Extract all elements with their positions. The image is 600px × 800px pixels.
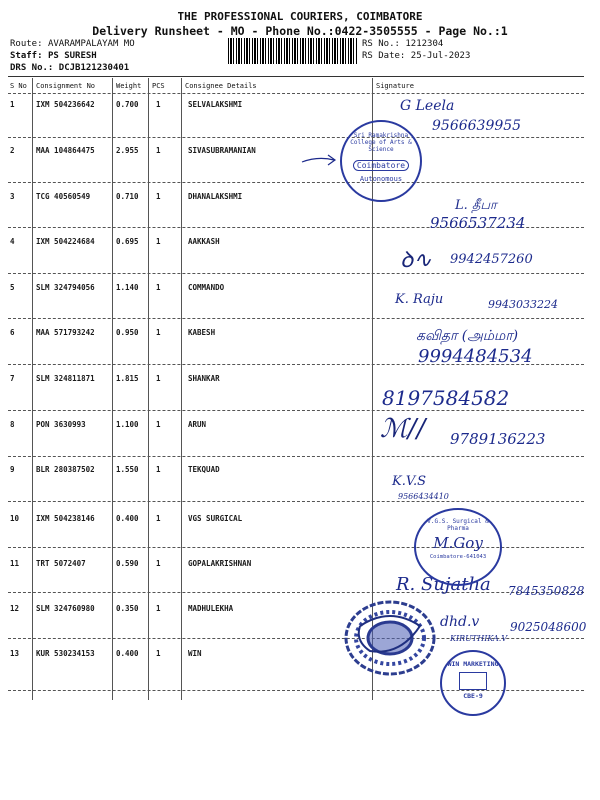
row-4-consignment: IXM 504224684: [36, 237, 95, 246]
row-8-sno: 8: [10, 420, 15, 429]
signature-11-phone: 7845350828: [508, 584, 585, 598]
row-12-consignment: SLM 324760980: [36, 604, 95, 613]
row-5-sno: 5: [10, 283, 15, 292]
row-10-weight: 0.400: [116, 514, 139, 523]
col-header-sno: S No: [10, 82, 27, 90]
row-4-pcs: 1: [156, 237, 161, 246]
row-divider: [8, 592, 584, 593]
signature-8-scribble: ℳ∕∕: [380, 414, 426, 444]
win-stamp-bottom: CBE-9: [463, 692, 483, 700]
row-3-weight: 0.710: [116, 192, 139, 201]
row-11-consignment: TRT 5072407: [36, 559, 86, 568]
signature-11-name: R. Sujatha: [396, 574, 491, 595]
row-8-weight: 1.100: [116, 420, 139, 429]
row-9-sno: 9: [10, 465, 15, 474]
row-13-consignment: KUR 530234153: [36, 649, 95, 658]
row-10-sno: 10: [10, 514, 20, 523]
row-5-consignee: COMMANDO: [188, 283, 225, 292]
row-2-sno: 2: [10, 146, 15, 155]
signature-6-name: கவிதா (அம்மா): [416, 328, 519, 344]
signature-5-phone: 9943033224: [488, 298, 558, 311]
signature-8-phone: 9789136223: [450, 430, 546, 448]
row-10-pcs: 1: [156, 514, 161, 523]
drs-value: DCJB121230401: [58, 63, 130, 73]
ink-blot-stamp-icon: [340, 596, 440, 680]
row-11-weight: 0.590: [116, 559, 139, 568]
company-title: THE PROFESSIONAL COURIERS, COIMBATORE: [177, 10, 423, 23]
row-12-pcs: 1: [156, 604, 161, 613]
vgs-stamp-bottom: Coimbatore-641043: [429, 554, 487, 560]
signature-1-phone: 9566639955: [432, 118, 522, 134]
row-4-sno: 4: [10, 237, 15, 246]
vgs-stamp: [414, 508, 502, 586]
win-stamp-top: WIN MARKETING: [447, 660, 499, 668]
drs-line: [10, 62, 129, 74]
row-divider: [8, 137, 584, 138]
row-divider: [8, 318, 584, 319]
row-5-pcs: 1: [156, 283, 161, 292]
row-3-pcs: 1: [156, 192, 161, 201]
rs-no-label: RS No.:: [362, 39, 400, 49]
signature-12-phone: 9025048600: [510, 620, 587, 634]
arrow-icon: [300, 150, 340, 170]
row-6-sno: 6: [10, 328, 15, 337]
row-divider: [8, 410, 584, 411]
row-divider: [8, 456, 584, 457]
row-3-consignment: TCG 40560549: [36, 192, 91, 201]
row-9-consignment: BLR 280387502: [36, 465, 95, 474]
row-8-consignee: ARUN: [188, 420, 207, 429]
route-line: [10, 38, 135, 50]
col-header-weight: Weight: [116, 82, 142, 90]
signature-5-name: K. Raju: [395, 292, 444, 307]
row-4-consignee: AAKKASH: [188, 237, 220, 246]
row-5-consignment: SLM 324794056: [36, 283, 95, 292]
row-divider: [8, 182, 584, 183]
col-header-consignment: Consignment No: [36, 82, 96, 90]
drs-label: DRS No.:: [10, 63, 54, 73]
vgs-stamp-top: V.G.S. Surgical & Pharma: [427, 518, 489, 532]
signature-12-name-print: KIRUTHIKA.V: [450, 634, 508, 643]
row-10-consignment: IXM 504238146: [36, 514, 95, 523]
row-6-pcs: 1: [156, 328, 161, 337]
row-3-consignee: DHANALAKSHMI: [188, 192, 243, 201]
rs-date-line: [362, 50, 470, 62]
row-12-sno: 12: [10, 604, 20, 613]
signature-4-scribble: ꝺ∿: [400, 248, 432, 273]
route-value: AVARAMPALAYAM MO: [47, 39, 135, 49]
staff-value: PS SURESH: [47, 51, 97, 61]
row-4-weight: 0.695: [116, 237, 139, 246]
college-stamp-top: Sri Ramakrishna College of Arts & Science: [350, 132, 412, 153]
signature-9-name: K.V.S: [392, 474, 426, 489]
row-2-weight: 2.955: [116, 146, 139, 155]
rs-no-line: [362, 38, 443, 50]
win-stamp-logo-icon: [459, 672, 487, 690]
col-divider: [112, 78, 113, 700]
row-2-consignee: SIVASUBRAMANIAN: [188, 146, 256, 155]
win-marketing-stamp: [440, 650, 506, 716]
row-7-sno: 7: [10, 374, 15, 383]
row-11-sno: 11: [10, 559, 20, 568]
rs-date-value: 25-Jul-2023: [410, 51, 471, 61]
signature-3-phone: 9566537234: [430, 214, 526, 232]
row-divider: [8, 273, 584, 274]
runsheet-subtitle: Delivery Runsheet - MO - Phone No.:0422-3505555 - Page No.:1: [92, 24, 508, 38]
college-stamp-mid: Coimbatore: [353, 160, 409, 171]
row-13-sno: 13: [10, 649, 20, 658]
row-8-consignment: PON 3630993: [36, 420, 86, 429]
signature-4-phone: 9942457260: [450, 252, 533, 267]
row-divider: [8, 501, 584, 502]
header-bottom-rule: [8, 93, 584, 94]
route-label: Route:: [10, 39, 43, 49]
vgs-signature-icon: M.Goy: [433, 534, 483, 552]
col-header-consignee: Consignee Details: [185, 82, 257, 90]
barcode: [228, 38, 358, 64]
rs-date-label: RS Date:: [362, 51, 406, 61]
row-2-pcs: 1: [156, 146, 161, 155]
row-5-weight: 1.140: [116, 283, 139, 292]
signature-7-phone: 8197584582: [382, 386, 510, 410]
row-7-weight: 1.815: [116, 374, 139, 383]
college-stamp: [340, 120, 422, 202]
row-3-sno: 3: [10, 192, 15, 201]
table-top-rule: [8, 76, 584, 77]
row-12-consignee: MADHULEKHA: [188, 604, 234, 613]
row-7-pcs: 1: [156, 374, 161, 383]
row-1-consignee: SELVALAKSHMI: [188, 100, 243, 109]
college-stamp-bottom: Autonomous: [359, 175, 403, 183]
col-divider: [181, 78, 182, 700]
col-divider: [32, 78, 33, 700]
row-11-consignee: GOPALAKRISHNAN: [188, 559, 252, 568]
rs-no-value: 1212304: [405, 39, 444, 49]
signature-9-phone: 9566434410: [398, 492, 449, 501]
staff-line: [10, 50, 97, 62]
row-13-consignee: WIN: [188, 649, 202, 658]
row-7-consignment: SLM 324811871: [36, 374, 95, 383]
col-divider: [148, 78, 149, 700]
row-1-weight: 0.700: [116, 100, 139, 109]
signature-6-phone: 9994484534: [418, 346, 533, 367]
row-13-weight: 0.400: [116, 649, 139, 658]
signature-12-name: dhd.v: [440, 614, 480, 630]
row-6-consignment: MAA 571793242: [36, 328, 95, 337]
row-1-sno: 1: [10, 100, 15, 109]
row-7-consignee: SHANKAR: [188, 374, 220, 383]
row-9-weight: 1.550: [116, 465, 139, 474]
row-1-pcs: 1: [156, 100, 161, 109]
signature-3-name: L. தீபா: [455, 198, 497, 213]
row-9-consignee: TEKQUAD: [188, 465, 220, 474]
row-10-consignee: VGS SURGICAL: [188, 514, 243, 523]
row-13-pcs: 1: [156, 649, 161, 658]
signature-1-name: G Leela: [400, 98, 455, 114]
staff-label: Staff:: [10, 51, 43, 61]
row-1-consignment: IXM 504236642: [36, 100, 95, 109]
row-2-consignment: MAA 104864475: [36, 146, 95, 155]
row-11-pcs: 1: [156, 559, 161, 568]
col-header-signature: Signature: [376, 82, 414, 90]
row-6-consignee: KABESH: [188, 328, 216, 337]
col-header-pcs: PCS: [152, 82, 165, 90]
row-12-weight: 0.350: [116, 604, 139, 613]
row-9-pcs: 1: [156, 465, 161, 474]
row-6-weight: 0.950: [116, 328, 139, 337]
row-8-pcs: 1: [156, 420, 161, 429]
